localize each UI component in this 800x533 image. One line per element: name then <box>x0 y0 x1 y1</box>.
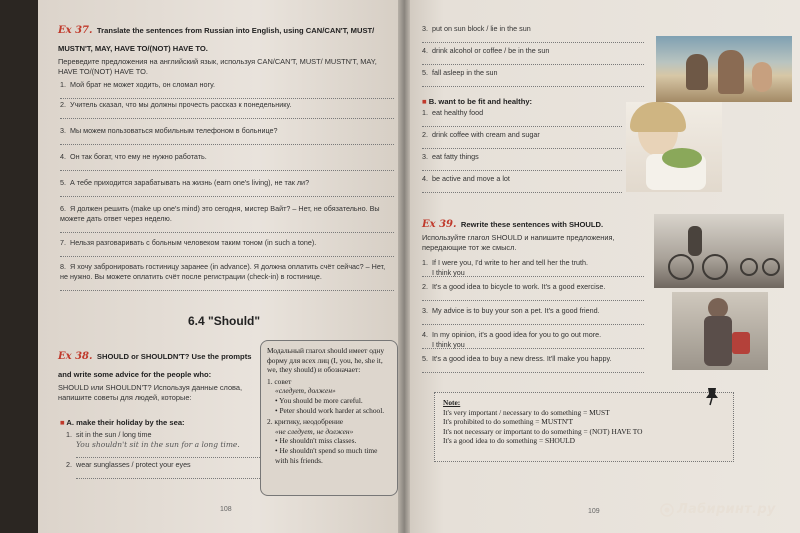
ex38-subheading-a: ■ A. make their holiday by the sea: <box>60 418 185 427</box>
note-line: It's not necessary or important to do something = (NOT) HAVE TO <box>443 426 643 436</box>
answer-line[interactable] <box>60 224 394 233</box>
list-item: 2. drink coffee with cream and sugar <box>422 130 622 152</box>
list-item: 2. It's a good idea to bicycle to work. It's a good exercise. <box>422 282 644 306</box>
answer-line[interactable] <box>422 118 622 127</box>
answer-line[interactable] <box>60 248 394 257</box>
list-item: 8. Я хочу забронировать гостиницу заранее (in advance). Я должна оплатить счёт сейчас? – Нет, не нужно. Вы можете оплатить счёт после регистрации (check-in) в гостинице. <box>60 262 394 296</box>
ex39-title-en: Rewrite these sentences with SHOULD. <box>460 220 604 229</box>
ex38-subheading-b: ■ B. want to be fit and healthy: <box>422 97 533 106</box>
list-item: 3. Мы можем пользоваться мобильным телефоном в больнице? <box>60 126 394 152</box>
list-item: 2. wear sunglasses / protect your eyes <box>66 460 191 469</box>
grammar-example: • Peter should work harder at school. <box>275 405 385 415</box>
handwritten-answer: You shouldn't sit in the sun for a long time. <box>76 440 240 449</box>
right-page <box>404 0 800 533</box>
list-item: 2. Учитель сказал, что мы должны прочесть рассказ к понедельнику. <box>60 100 394 126</box>
answer-line[interactable] <box>422 56 644 65</box>
answer-line[interactable] <box>422 78 644 87</box>
cyclists-photo <box>654 214 784 288</box>
answer-line[interactable] <box>422 316 644 325</box>
labyrinth-logo-icon <box>660 503 674 517</box>
grammar-point-1: 1. совет <box>267 376 292 386</box>
answer-line[interactable] <box>422 364 644 373</box>
page-number: 109 <box>588 508 600 515</box>
ex38-list <box>66 430 262 479</box>
note-line: It's very important / necessary to do something = MUST <box>443 407 610 417</box>
ex39-list <box>422 258 644 378</box>
pushpin-icon <box>702 384 724 406</box>
list-item: 7. Нельзя разговаривать с больным человеком таким тоном (in such a tone). <box>60 238 394 262</box>
bullet-icon: ■ <box>422 97 427 106</box>
list-item: 1. If I were you, I'd write to her and tell her the truth. I think you <box>422 258 644 282</box>
list-item: 4. Он так богат, что ему не нужно работать. <box>60 152 394 178</box>
ex38-continued-list <box>422 24 644 90</box>
section-title: 6.4 "Should" <box>188 314 261 328</box>
ex39-label: Ex 39. <box>422 219 457 230</box>
ex38-header <box>58 346 258 403</box>
list-item: 4. In my opinion, it's a good idea for you to go out more. I think you <box>422 330 644 354</box>
answer-line[interactable] <box>422 34 644 43</box>
ex38-b-list <box>422 108 622 196</box>
list-item: 5. fall asleep in the sun <box>422 68 644 90</box>
beach-family-photo <box>656 36 792 102</box>
answer-line[interactable] <box>76 449 262 458</box>
answer-line[interactable] <box>60 136 394 145</box>
ex38-label: Ex 38. <box>58 351 93 362</box>
ex38-title-en: SHOULD or SHOULDN'T? Use the prompts and write some advice for the people who: <box>58 352 252 379</box>
grammar-box <box>260 340 398 496</box>
grammar-intro: Модальный глагол should имеет одну форму для всех лиц (I, you, he, she it, we, they should) и обозначает: <box>267 346 385 375</box>
note-box <box>434 392 734 462</box>
list-item: 4. be active and move a lot <box>422 174 622 196</box>
ex39-header <box>422 214 634 253</box>
answer-line[interactable] <box>422 162 622 171</box>
ex37-label: Ex 37. <box>58 25 93 36</box>
ex39-title-ru: Используйте глагол SHOULD и напишите предложения, передающие тот же смысл. <box>422 233 615 252</box>
answer-line[interactable] <box>422 292 644 301</box>
shopping-woman-photo <box>672 292 768 370</box>
ex37-title-ru: Переведите предложения на английский язык, используя CAN/CAN'T, MUST/ MUSTN'T, MAY, HAVE TO/(NOT) HAVE TO. <box>58 57 377 76</box>
grammar-point-1-ru: «следует, должен» <box>275 386 336 396</box>
answer-line[interactable] <box>60 162 394 171</box>
answer-line[interactable]: I think you <box>422 268 644 277</box>
ex38-title-ru: SHOULD или SHOULDN'T? Используя данные слова, напишите советы для людей, которые: <box>58 383 243 402</box>
grammar-point-2: 2. критику, неодобрение <box>267 417 344 427</box>
list-item: 3. eat fatty things <box>422 152 622 174</box>
answer-line[interactable] <box>76 470 262 479</box>
note-line: It's a good idea to do something = SHOULD <box>443 436 575 446</box>
ex37-title-en: Translate the sentences from Russian into English, using CAN/CAN'T, MUST/ MUSTN'T, MAY, HAVE TO/(NOT) HAVE TO. <box>58 26 375 53</box>
left-page <box>38 0 404 533</box>
note-title: Note: <box>443 398 461 407</box>
list-item: 3. put on sun block / lie in the sun <box>422 24 644 46</box>
grammar-example: • You should be more careful. <box>275 395 363 405</box>
answer-line[interactable] <box>422 140 622 149</box>
list-item: 1. eat healthy food <box>422 108 622 130</box>
labyrinth-watermark <box>660 502 776 517</box>
woman-with-fruit-photo <box>626 102 722 192</box>
list-item: 5. А тебе приходится зарабатывать на жизнь (earn one's living), не так ли? <box>60 178 394 204</box>
list-item: 6. Я должен решить (make up one's mind) это сегодня, мистер Вайт? – Нет, не обязательно. Вы можете дать ответ через неделю. <box>60 204 394 238</box>
page-number: 108 <box>220 506 232 513</box>
list-item: 4. drink alcohol or coffee / be in the sun <box>422 46 644 68</box>
answer-line[interactable] <box>60 110 394 119</box>
list-item: 1. sit in the sun / long time <box>66 430 152 439</box>
answer-line[interactable]: I think you <box>422 340 644 349</box>
answer-line[interactable] <box>60 188 394 197</box>
book-gutter <box>398 0 410 533</box>
list-item: 5. It's a good idea to buy a new dress. It'll make you happy. <box>422 354 644 378</box>
list-item: 3. My advice is to buy your son a pet. It's a good friend. <box>422 306 644 330</box>
answer-line[interactable] <box>422 184 622 193</box>
answer-line[interactable] <box>60 90 394 99</box>
answer-line[interactable] <box>60 282 394 291</box>
list-item: 1. Мой брат не может ходить, он сломал ногу. <box>60 80 394 100</box>
grammar-point-2-ru: «не следует, не должен» <box>275 426 354 436</box>
ex37-header <box>58 20 398 77</box>
grammar-example: • He shouldn't spend so much time with his friends. <box>275 445 378 465</box>
watermark-text: Лабиринт.ру <box>677 502 776 517</box>
grammar-example: • He shouldn't miss classes. <box>275 436 357 446</box>
ex37-list <box>60 80 394 296</box>
note-line: It's prohibited to do something = MUSTN'T <box>443 417 574 427</box>
bullet-icon: ■ <box>60 418 65 427</box>
